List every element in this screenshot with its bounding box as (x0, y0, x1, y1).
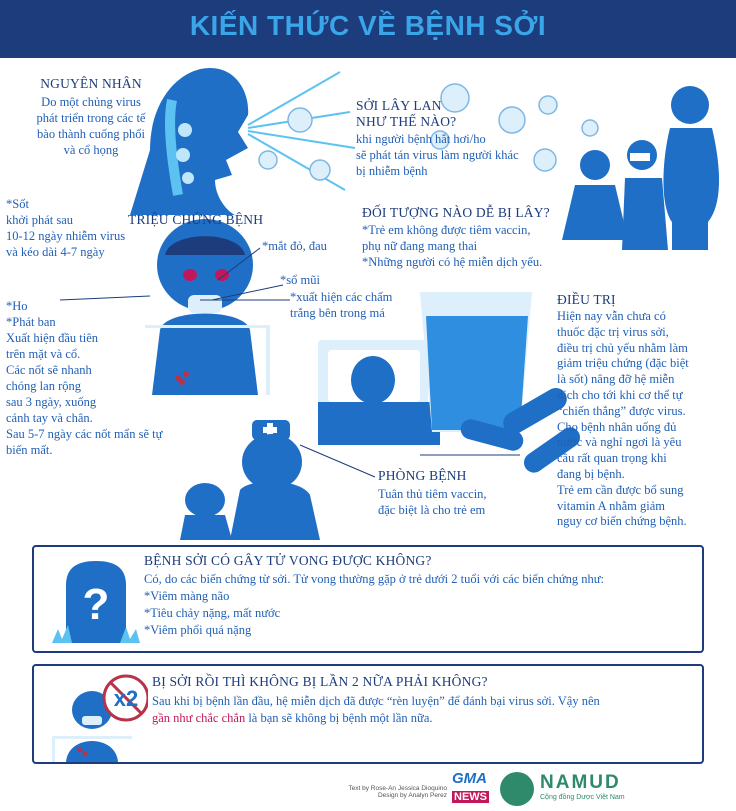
gma-news-logo (452, 770, 494, 808)
fever-line: khởi phát sau (6, 213, 74, 227)
treatment-line: vitamin A nhằm giảm (557, 498, 665, 513)
treatment-heading: ĐIỀU TRỊ (557, 292, 616, 307)
treatment-line: dịch cho tới khi cơ thể tự (557, 387, 683, 402)
cause-line: Do một chủng virus (41, 95, 141, 109)
treatment-line: điều trị chủ yếu nhằm làm (557, 340, 688, 355)
cause-line: và cổ họng (63, 143, 119, 157)
spread-line: sẽ phát tán virus làm người khác (356, 148, 519, 162)
reinfection-line (152, 710, 697, 727)
credit-design: Design by Analyn Perez (377, 792, 447, 799)
spread-heading: NHƯ THẾ NÀO? (356, 114, 457, 129)
treatment-line: Cho bệnh nhân uống đủ (557, 419, 677, 434)
gma-logo-text: GMA (452, 770, 487, 787)
cause-line: bào thành cuống phổi (37, 127, 145, 141)
reinfection-icon (44, 670, 148, 762)
rash-line: trên mặt và cổ. (6, 347, 81, 361)
credits (327, 785, 447, 799)
at-risk-line: phụ nữ đang mang thai (362, 239, 478, 253)
gma-news-text: NEWS (454, 791, 487, 803)
spread-line: khi người bệnh hắt hơi/ho (356, 132, 486, 146)
spread-heading: SỞI LÂY LAN (356, 98, 442, 113)
cause-section (6, 76, 176, 158)
credit-text: Text by Rose-An Jessica Dioquino (348, 785, 447, 792)
mortality-item: *Viêm phổi quá nặng (144, 623, 252, 637)
treatment-line: đang bị bệnh. (557, 466, 625, 481)
treatment-line: giảm triệu chứng (đặc biệt (557, 356, 689, 371)
mortality-item: *Tiêu chảy nặng, mất nước (144, 606, 281, 620)
treatment-line: cầu rất quan trọng khi (557, 451, 667, 466)
rash-line: sau 3 ngày, xuống (6, 395, 97, 409)
mortality-box (32, 545, 704, 653)
at-risk-section (362, 205, 602, 270)
namud-logo-text: NAMUD (540, 772, 621, 793)
treatment-section (557, 292, 733, 530)
namud-tagline: Cộng đồng Dược Việt Nam (540, 794, 625, 801)
namud-logo (540, 772, 660, 801)
mortality-intro: Có, do các biến chứng từ sởi. Tử vong thường gặp ở trẻ dưới 2 tuổi với các biến chứng như: (144, 572, 605, 586)
fever-line: và kéo dài 4-7 ngày (6, 245, 105, 259)
rash-line: biến mất. (6, 443, 53, 457)
rash-line: Sau 5-7 ngày các nốt mẩn sẽ tự (6, 427, 163, 441)
rash-line: *Ho (6, 299, 28, 313)
cause-heading: NGUYÊN NHÂN (40, 76, 142, 91)
fever-line: *Sốt (6, 197, 29, 211)
prevention-line: đặc biệt là cho trẻ em (378, 503, 486, 517)
reinfection-box (32, 664, 704, 764)
reinfection-line-rest: là bạn sẽ không bị bệnh một lần nữa. (245, 711, 433, 725)
prevention-line: Tuân thủ tiêm vaccin, (378, 487, 487, 501)
treatment-line: là sốt) nâng đỡ hệ miễn (557, 372, 675, 387)
treatment-line: “chiến thắng” được virus. (557, 403, 686, 418)
rash-line: Các nốt sẽ nhanh (6, 363, 92, 377)
symptoms-heading: TRIỆU CHỨNG BỆNH (128, 212, 264, 227)
rash-line: *Phát ban (6, 315, 56, 329)
mortality-item: *Viêm màng não (144, 589, 230, 603)
gravestone-icon (48, 555, 144, 647)
rash-line: cánh tay và chân. (6, 411, 93, 425)
reinfection-badge: x2 (113, 686, 139, 711)
treatment-line: Trẻ em cần được bổ sung (557, 482, 684, 497)
symptom-fever (6, 196, 151, 260)
page-title: KIẾN THỨC VỀ BỆNH SỞI (189, 10, 547, 41)
rash-line: chóng lan rộng (6, 379, 81, 393)
spots-line: *xuất hiện các chấm (290, 290, 393, 304)
at-risk-heading: ĐỐI TƯỢNG NÀO DỄ BỊ LÂY? (362, 205, 550, 220)
prevention-heading: PHÒNG BỆNH (378, 468, 467, 483)
symptom-rash (6, 298, 246, 458)
reinfection-line: Sau khi bị bệnh lần đầu, hệ miễn dịch đã được “rèn luyện” để đánh bại virus sởi. Vậy nên (152, 694, 600, 708)
at-risk-line: *Trẻ em không được tiêm vaccin, (362, 223, 531, 237)
symptom-spots (290, 289, 420, 321)
reinfection-heading: BỊ SỞI RỒI THÌ KHÔNG BỊ LẦN 2 NỮA PHẢI KHÔNG? (152, 674, 488, 689)
treatment-line: nguy cơ biến chứng bệnh. (557, 514, 687, 529)
treatment-line: Hiện nay vẫn chưa có (557, 309, 666, 323)
prevention-section (378, 468, 538, 518)
reinfection-emphasis: gần như chắc chắn (152, 711, 246, 725)
symptom-runny-nose: *sổ mũi (280, 273, 320, 287)
fever-line: 10-12 ngày nhiễm virus (6, 229, 126, 243)
treatment-line: nước và nghỉ ngơi là yêu (557, 435, 682, 450)
spread-line: bị nhiễm bệnh (356, 164, 428, 178)
symptom-eyes: *mắt đỏ, đau (262, 239, 327, 253)
namud-logo-icon (500, 772, 534, 806)
spread-section (356, 98, 596, 179)
at-risk-line: *Những người có hệ miễn dịch yếu. (362, 255, 543, 269)
rash-line: Xuất hiện đầu tiên (6, 331, 98, 345)
treatment-line: thuốc đặc trị virus sởi, (557, 324, 669, 339)
spots-line: trắng bên trong má (290, 306, 385, 320)
cause-line: phát triển trong các tế (36, 111, 146, 125)
gravestone-mark: ? (82, 580, 110, 629)
mortality-heading: BỆNH SỞI CÓ GÂY TỬ VONG ĐƯỢC KHÔNG? (144, 553, 432, 568)
